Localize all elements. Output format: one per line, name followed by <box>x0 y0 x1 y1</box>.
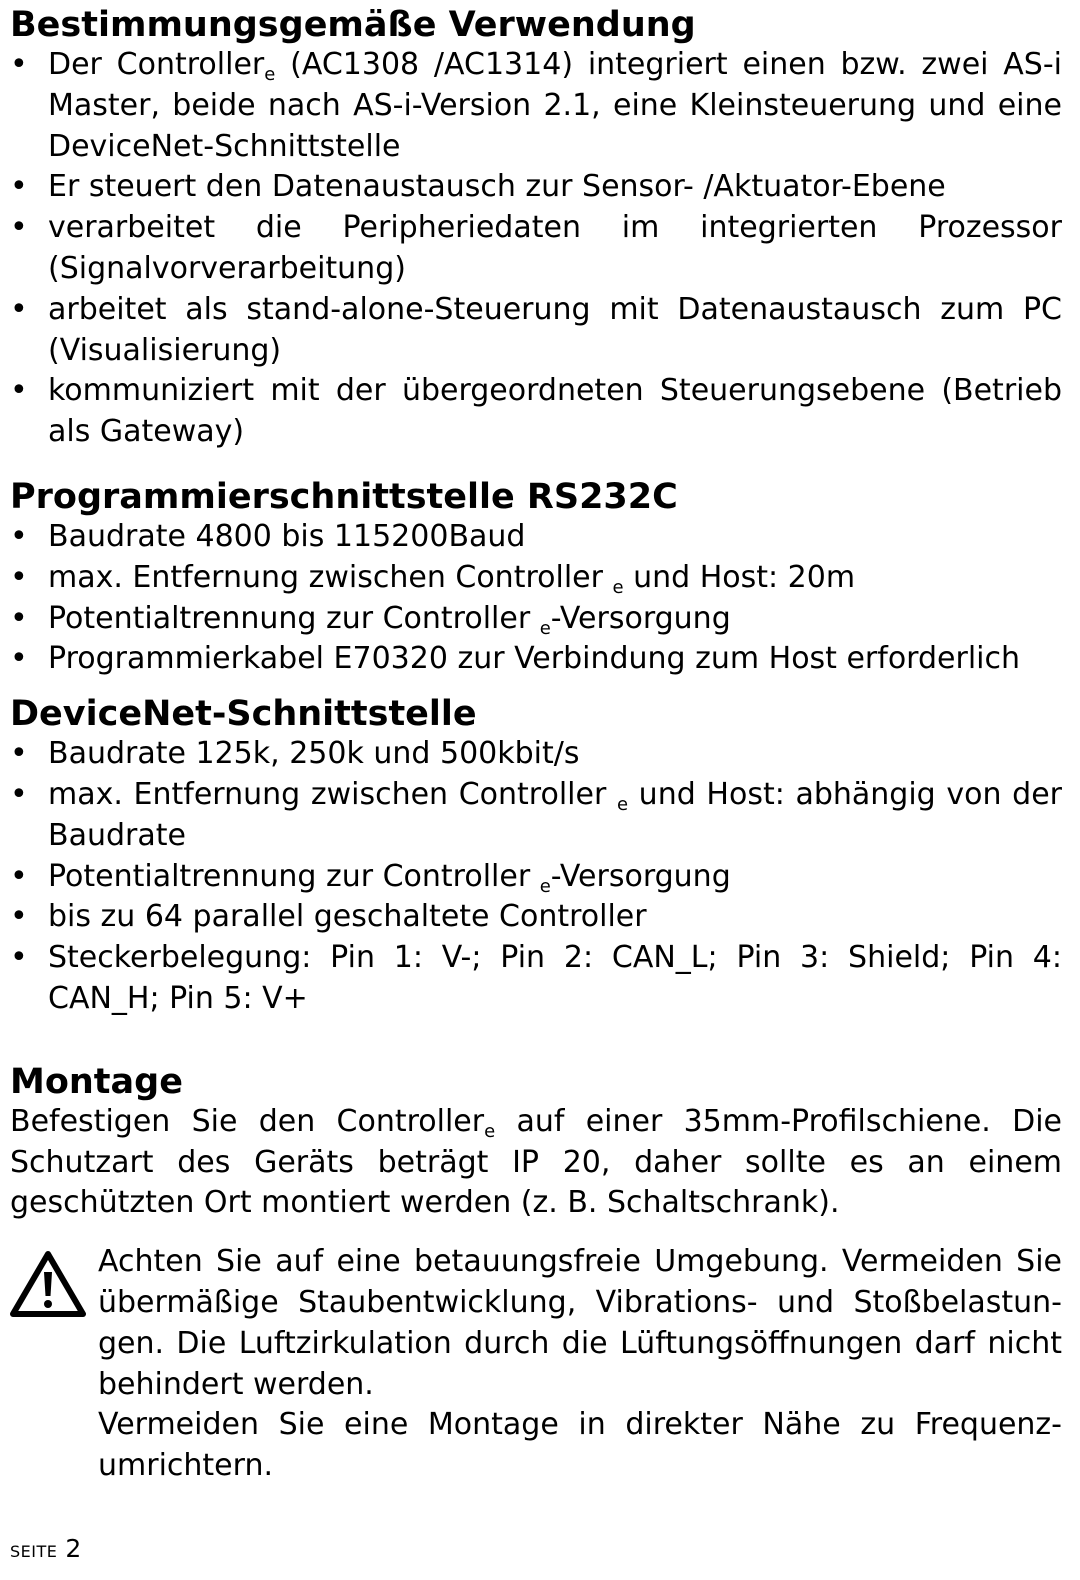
subscript-e: e <box>264 64 276 85</box>
subscript-e: e <box>484 1120 496 1142</box>
section-heading-devicenet: DeviceNet-Schnittstelle <box>10 694 477 735</box>
item-text: (AC1308 /AC1314) integriert einen bzw. zwei AS-i Master, beide nach AS-i-Version 2.1, eine Kleinsteuerung und eine DeviceNet-Schnittstelle <box>48 47 1063 164</box>
item-text: Potentialtrennung zur Controller <box>48 600 531 636</box>
item-text: Der Controller <box>48 47 265 82</box>
montage-paragraph <box>10 1102 1062 1224</box>
list-item: • Baudrate 125k, 250k und 500kbit/s <box>10 734 1062 775</box>
page-footer <box>10 1533 81 1568</box>
document-page <box>10 0 1062 1487</box>
list-item: • verarbeitet die Peripheriedaten im integrierten Prozessor (Signalvorverarbeitung) <box>10 208 1062 290</box>
list-item: • Baudrate 4800 bis 115200Baud <box>10 517 1062 558</box>
item-text: max. Entfernung zwischen Controller <box>48 559 603 595</box>
item-text: Potentialtrennung zur Controller <box>48 858 531 894</box>
list-item: • Er steuert den Datenaustausch zur Sensor- /Aktuator-Ebene <box>10 167 1062 208</box>
item-text: und Host: abhängig von der Baudrate <box>48 776 1062 853</box>
list-item <box>10 857 1062 898</box>
section-heading-montage: Montage <box>10 1061 183 1102</box>
warning-triangle-icon <box>10 1250 86 1318</box>
list-item <box>10 599 1062 640</box>
list-item <box>10 45 1062 167</box>
paragraph-text: auf einer 35mm-Profilschiene. Die Schutzart des Geräts beträgt IP 20, daher sollte es an einem geschützten Ort montiert werden (z. B. Schaltschrank). <box>10 1103 1062 1221</box>
warning-text-2: Vermeiden Sie eine Montage in direkter Nähe zu Frequenzumrichtern. <box>98 1407 1062 1484</box>
item-text: max. Entfernung zwischen Controller <box>48 776 607 812</box>
list-item <box>10 775 1062 857</box>
section-heading-use: Bestimmungsgemäße Verwendung <box>10 5 696 45</box>
item-text: und Host: 20m <box>623 559 856 595</box>
paragraph-text: Befestigen Sie den Controller <box>10 1103 485 1139</box>
list-item: • kommuniziert mit der übergeordneten Steuerungsebene (Betrieb als Gateway) <box>10 371 1062 453</box>
page-number: 2 <box>65 1534 82 1563</box>
warning-text-1: Achten Sie auf eine betauungsfreie Umgebung. Vermeiden Sie übermäßige Staubentwicklung, Vibrations- und Stoßbelastungen. Die Luftzirkulation durch die Lüftungsöffnungen darf nicht behindert werden. <box>98 1244 1062 1402</box>
item-text: -Versorgung <box>550 858 731 894</box>
use-list <box>10 45 1062 453</box>
page-label: SEITE <box>10 1542 58 1561</box>
warning-block <box>10 1242 1062 1487</box>
list-item: • bis zu 64 parallel geschaltete Controller <box>10 897 1062 938</box>
devicenet-list <box>10 734 1062 1020</box>
rs232-list <box>10 517 1062 680</box>
list-item <box>10 558 1062 599</box>
subscript-e: e <box>539 875 551 897</box>
subscript-e: e <box>539 617 551 639</box>
section-heading-rs232: Programmierschnittstelle RS232C <box>10 476 678 517</box>
subscript-e: e <box>616 793 629 815</box>
item-text: -Versorgung <box>550 600 731 636</box>
list-item: • Programmierkabel E70320 zur Verbindung zum Host erforderlich <box>10 639 1062 680</box>
list-item: • arbeitet als stand-alone-Steuerung mit Datenaustausch zum PC (Visualisierung) <box>10 290 1062 372</box>
list-item: • Steckerbelegung: Pin 1: V-; Pin 2: CAN_L; Pin 3: Shield; Pin 4: CAN_H; Pin 5: V+ <box>10 938 1062 1020</box>
subscript-e: e <box>612 576 624 598</box>
